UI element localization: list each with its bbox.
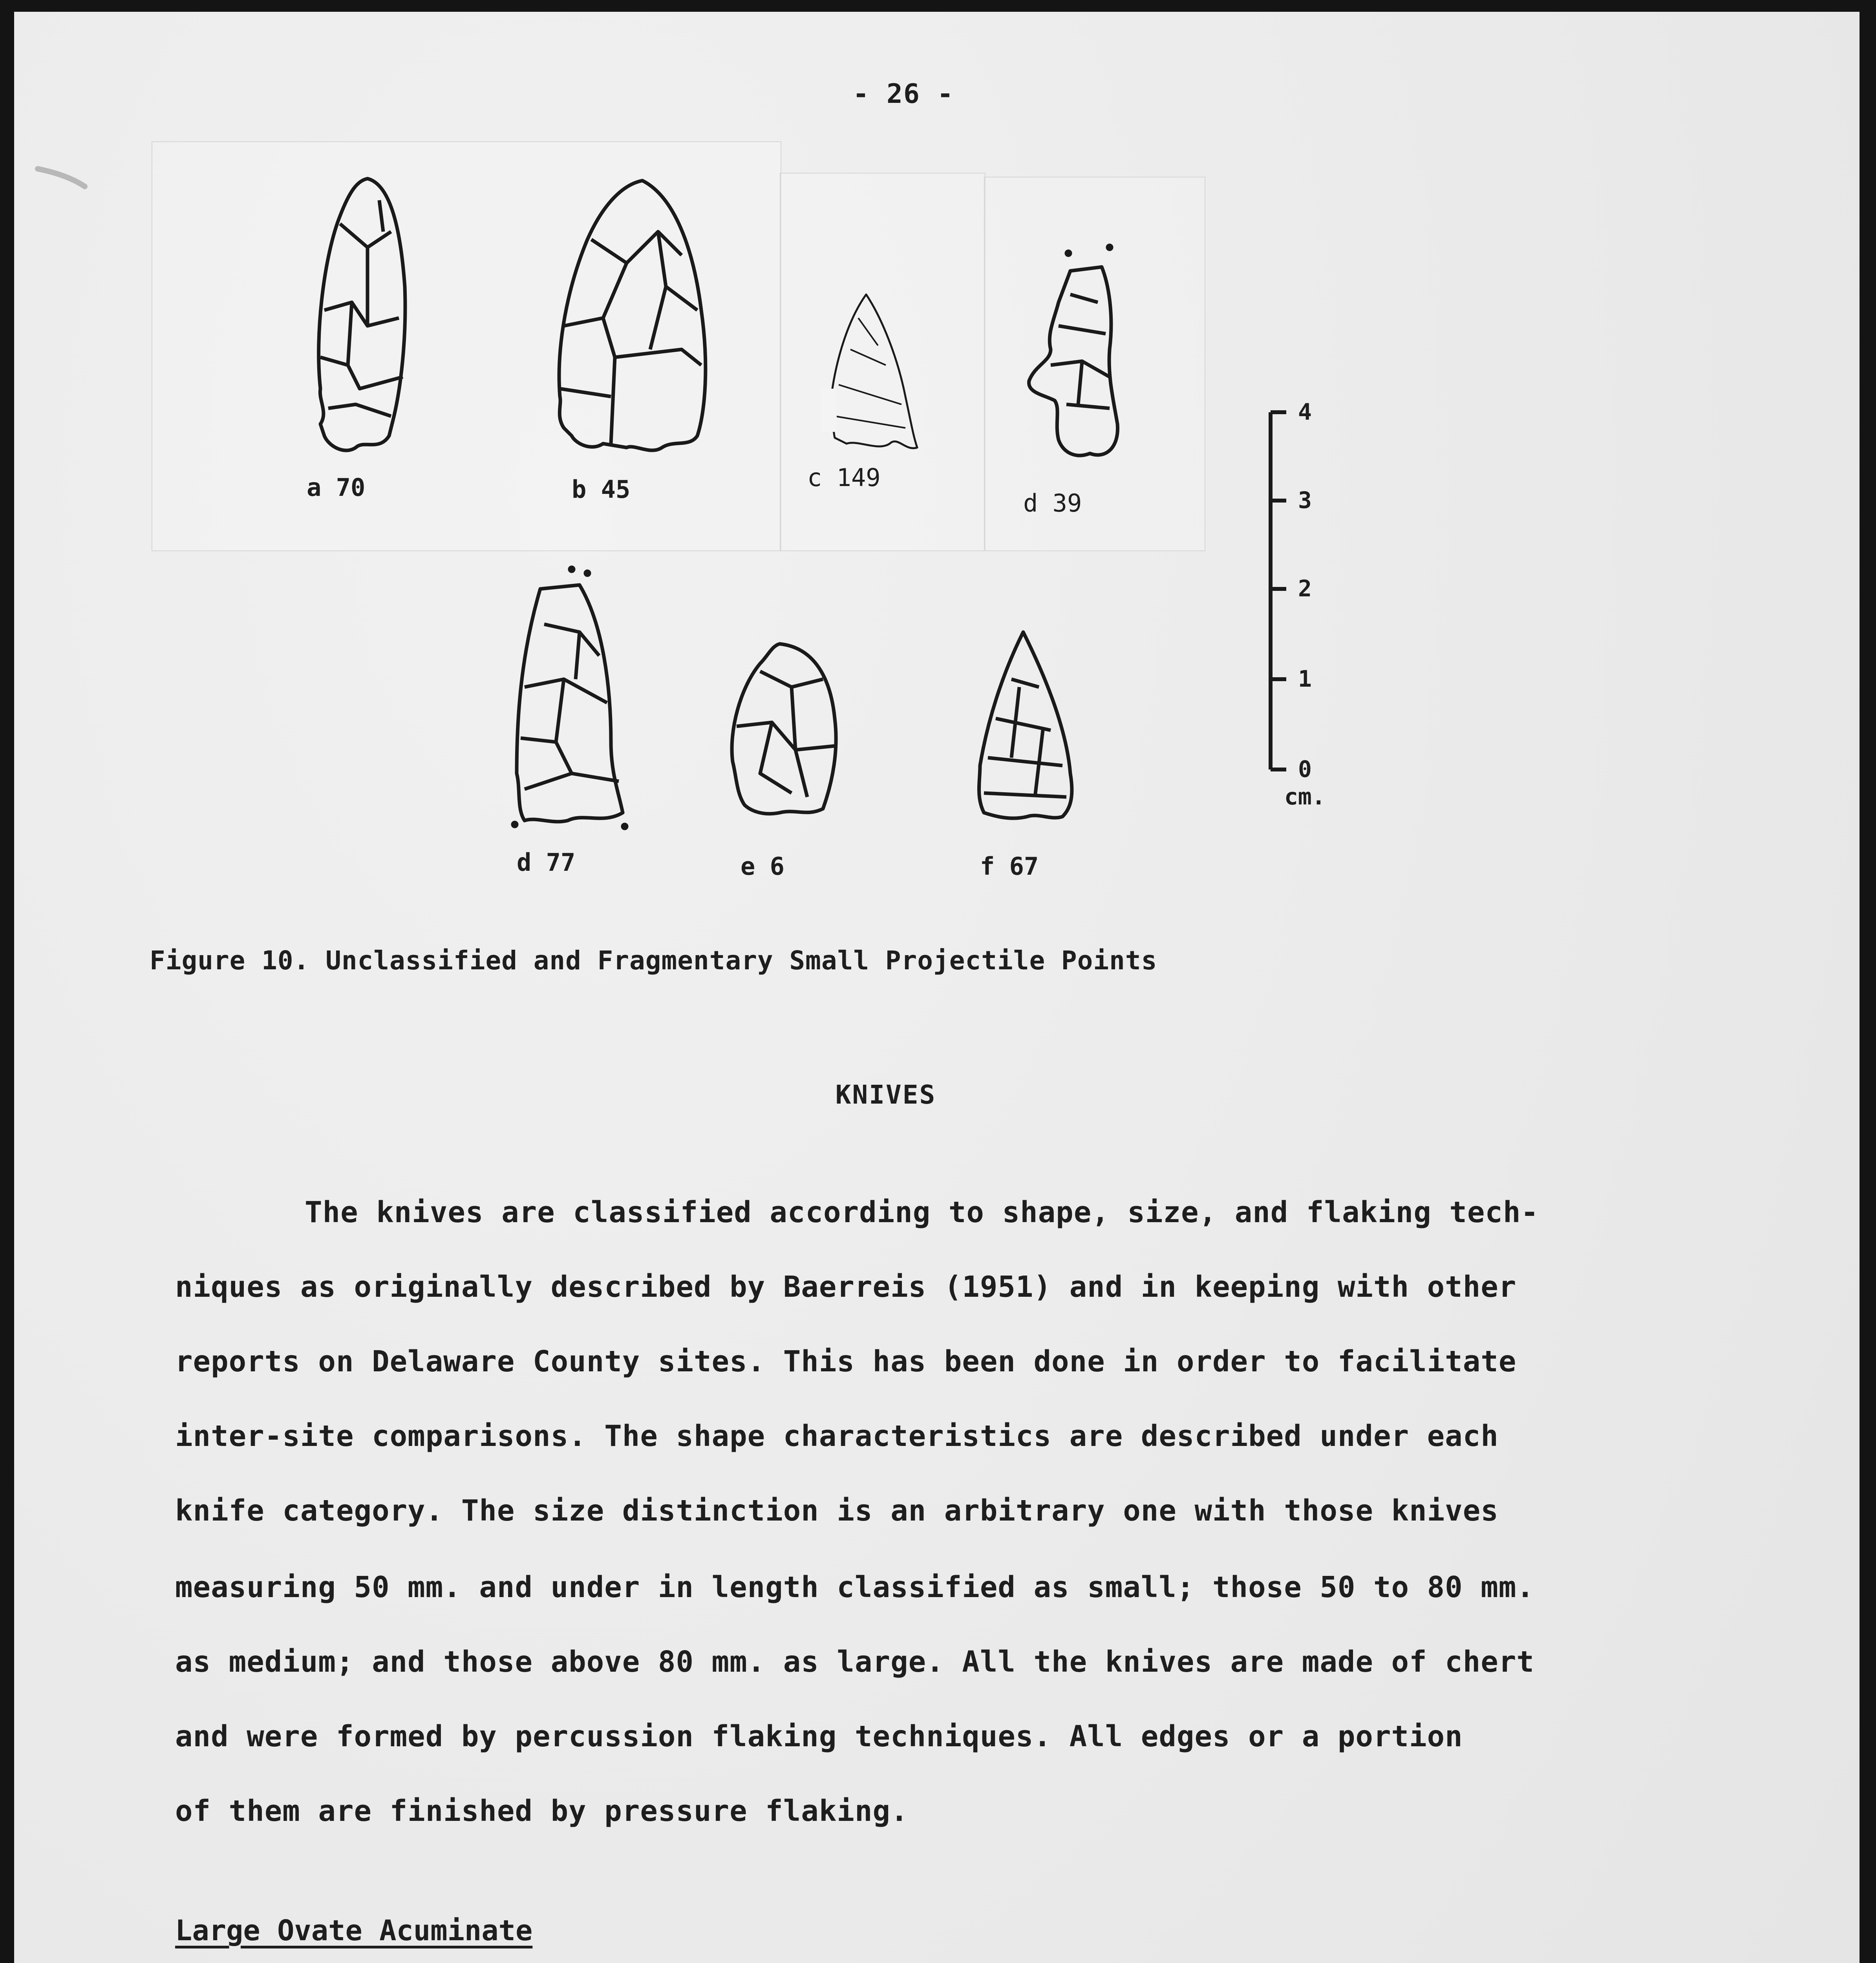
scale-tick-2: 2 [1298,575,1312,602]
projectile-point-d77-drawing [513,567,627,828]
projectile-points-figure [14,12,1860,954]
knives-paragraph-line: The knives are classified according to shape, size, and flaking tech- [305,1195,1539,1229]
figure-label-e6: e 6 [741,852,784,881]
large-ovate-acuminate-heading: Large Ovate Acuminate [175,1914,533,1947]
knives-paragraph-line: knife category. The size distinction is an arbitrary one with those knives [175,1494,1499,1528]
figure-label-b: b 45 [572,475,631,504]
document-page [14,12,1860,1963]
projectile-point-f67-drawing [979,632,1072,818]
scale-tick-0: 0 [1298,756,1312,782]
figure-label-a: a 70 [307,473,366,502]
knives-paragraph-line: measuring 50 mm. and under in length classified as small; those 50 to 80 mm. [175,1570,1534,1604]
projectile-point-d39-drawing [1029,245,1118,455]
figure-label-f67: f 67 [980,852,1039,881]
scale-tick-4: 4 [1298,398,1312,425]
knives-paragraph-line: reports on Delaware County sites. This has been done in order to facilitate [175,1345,1517,1378]
figure-label-d77: d 77 [517,848,576,877]
figure-label-d39: d 39 [1023,489,1082,517]
knives-heading: KNIVES [835,1080,936,1110]
knives-paragraph-line: inter-site comparisons. The shape characteristics are described under each [175,1419,1499,1453]
scale-tick-3: 3 [1298,487,1312,514]
knives-paragraph-line: as medium; and those above 80 mm. as large. All the knives are made of chert [175,1645,1534,1679]
knives-paragraph-line: niques as originally described by Baerreis (1951) and in keeping with other [175,1270,1517,1304]
knives-paragraph-line: of them are finished by pressure flaking. [175,1794,909,1828]
scale-unit: cm. [1284,783,1326,810]
scale-tick-1: 1 [1298,665,1312,692]
scale-bar [1271,412,1286,769]
knives-paragraph-line: and were formed by percussion flaking techniques. All edges or a portion [175,1720,1463,1753]
projectile-point-e6-drawing [732,644,836,814]
figure-label-c: c 149 [807,463,881,492]
projectile-point-a-drawing [319,179,405,450]
projectile-point-b-drawing [559,181,706,450]
figure-caption: Figure 10. Unclassified and Fragmentary Small Projectile Points [150,945,1157,976]
projectile-point-c-drawing [821,294,917,448]
page-number: - 26 - [853,79,954,110]
